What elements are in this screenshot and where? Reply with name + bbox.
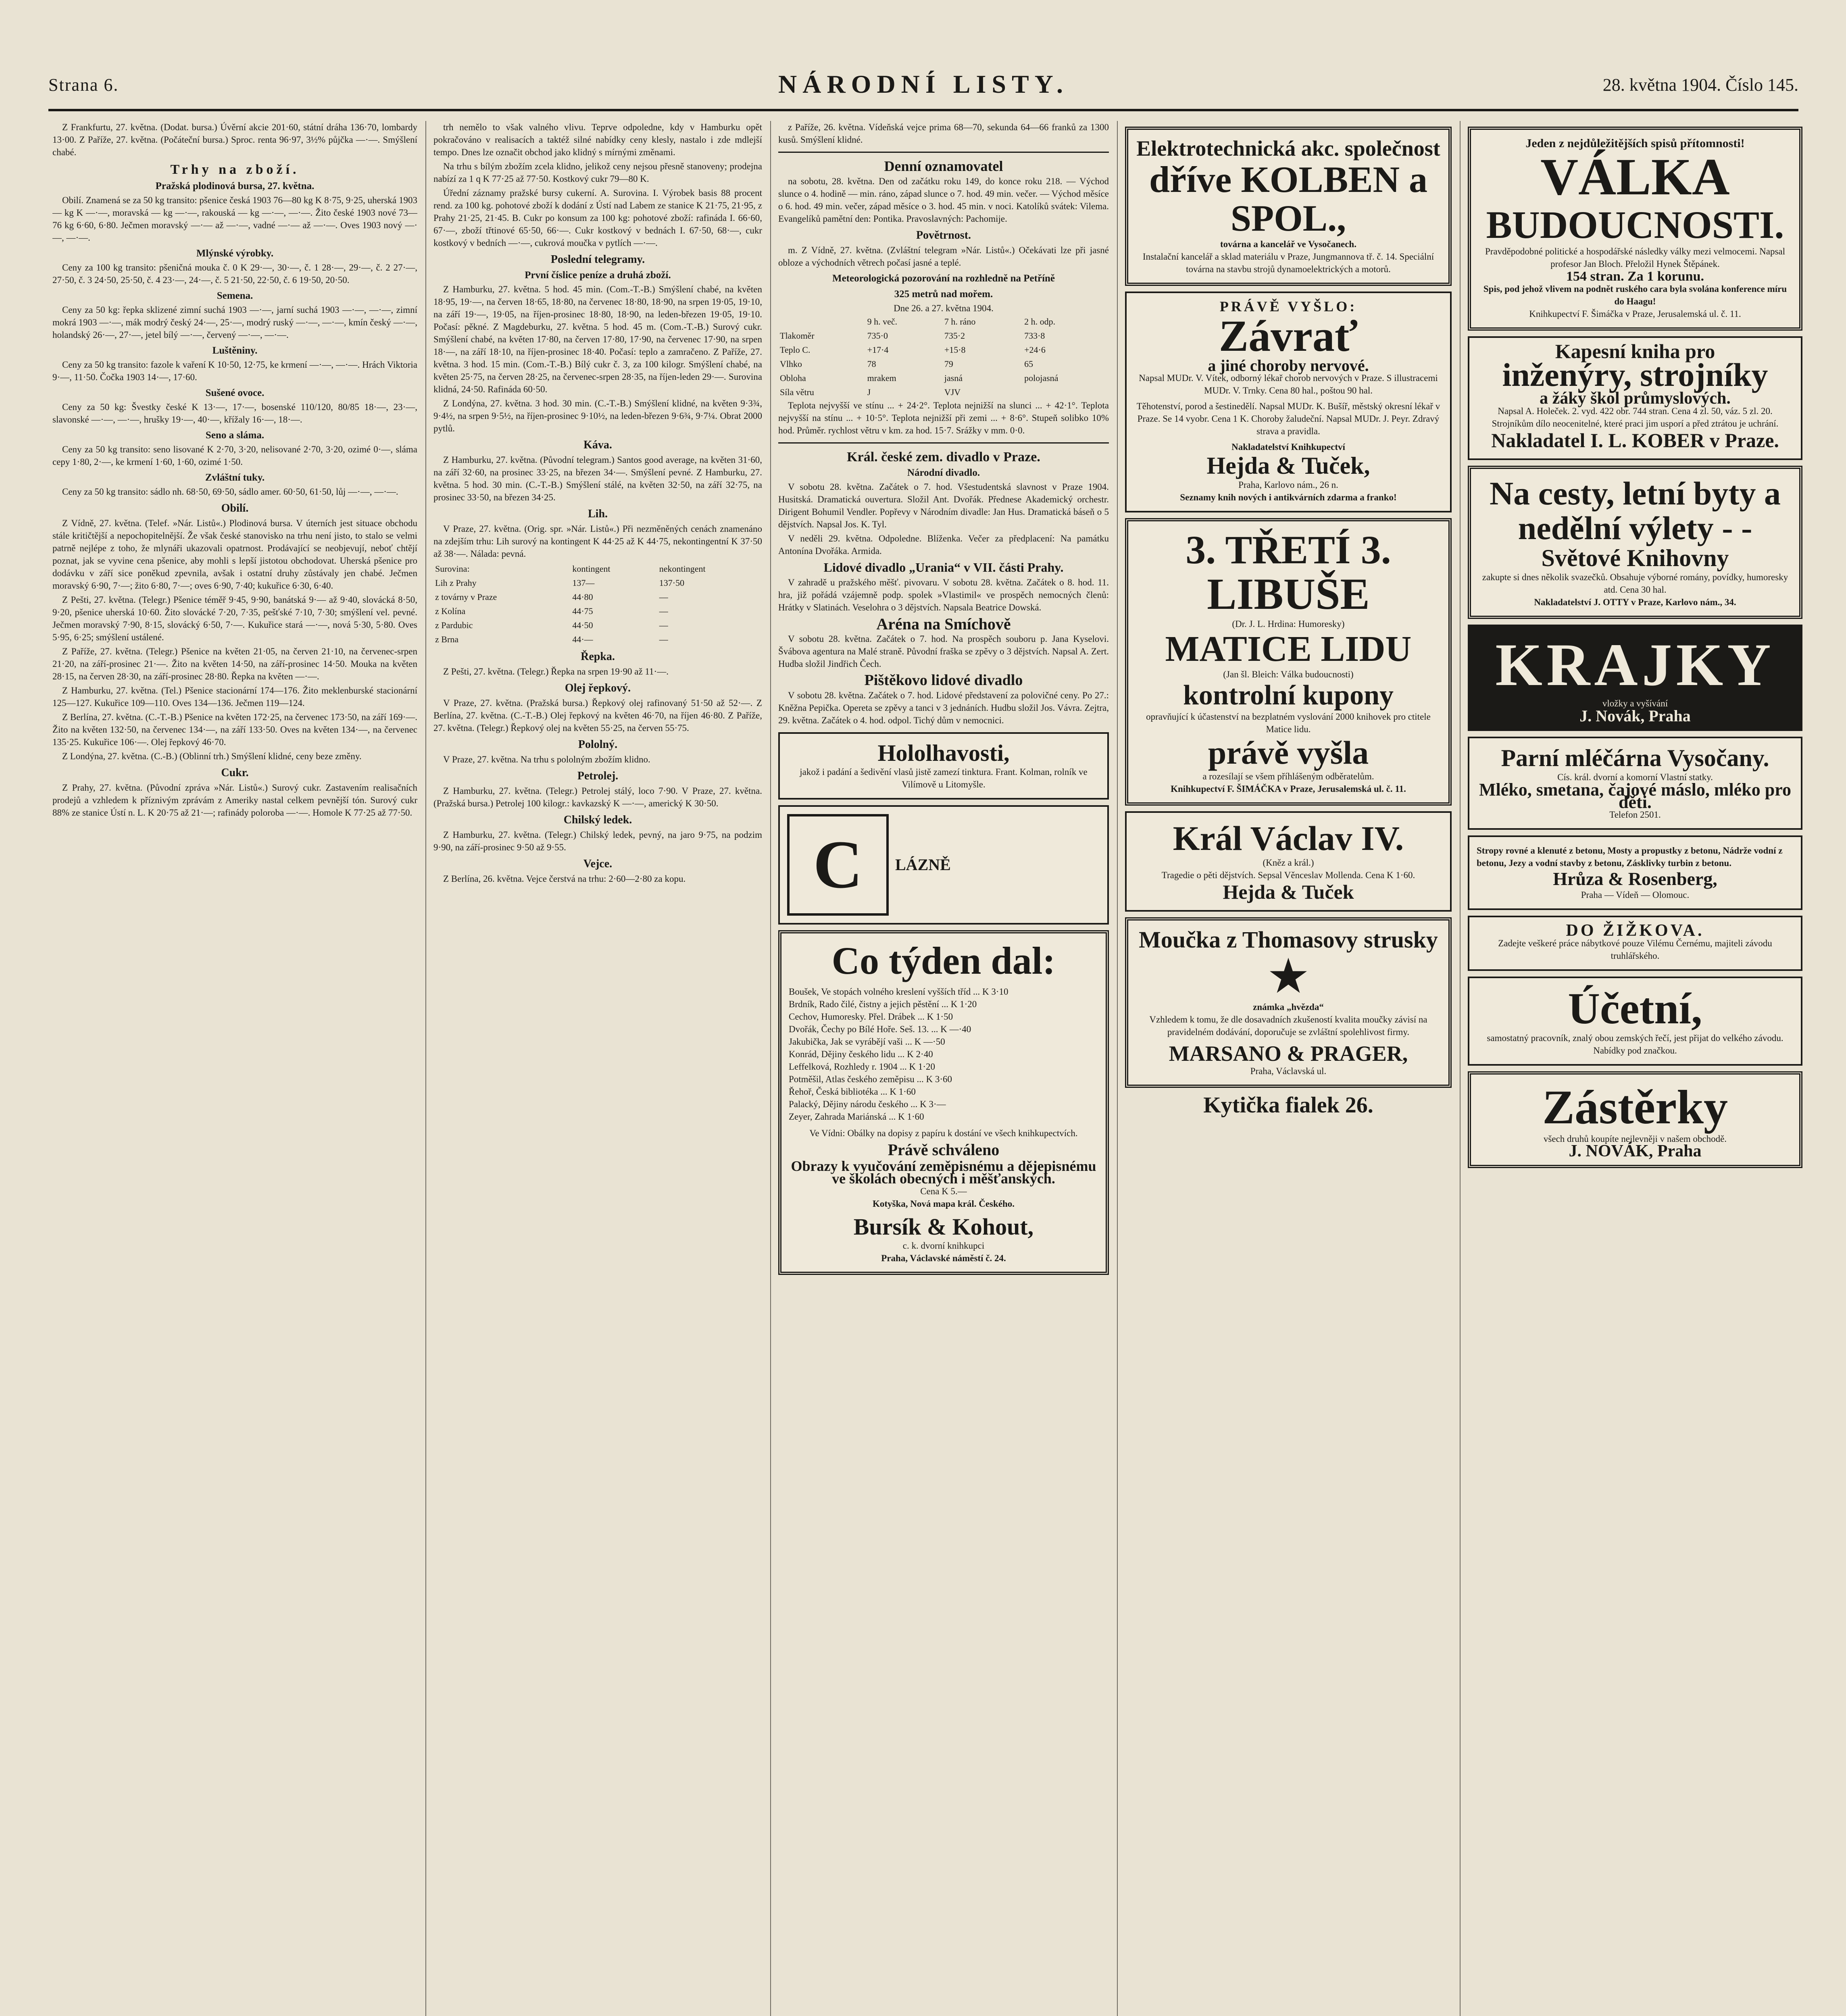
king-subtitle: (Kněz a král.)	[1263, 858, 1314, 868]
table-cell: z továrny v Praze	[435, 592, 497, 602]
dairy-phone: Telefon 2501.	[1609, 809, 1661, 820]
masthead	[48, 60, 1798, 111]
war-note: Spis, pod jehož vlivem na podnět ruského cara byla svolána konference míru do Haagu!	[1483, 284, 1787, 307]
table-cell: —	[659, 634, 668, 644]
column-rule	[770, 121, 771, 2016]
arena-title: Aréna na Smíchově	[876, 615, 1011, 633]
theater-subtitle: Národní divadlo.	[907, 467, 980, 478]
spirits-title: Lih.	[588, 508, 608, 520]
meteo-date: Dne 26. a 27. května 1904.	[894, 303, 994, 313]
dried-fruit-title: Sušené ovoce.	[205, 387, 265, 398]
budapest-report: Z Pešti, 27. května. (Telegr.) Pšenice téměř 9·45, 9·90, banátská 9·— až 9·40, slovácká 8·50, 9·20, pšenice uherská 10·60. Žito slovácké 7·20, 7·35, pešťské 7·10, 7·30; smýšlení vel. pevné. Ječmen moravský 7·90, 8·15, slovácký 6·50, 7·—. Kukuřice stará —·—, nová 5·30, 5·80. Oves 5·95, 6·25; smýšlení ustálené.	[52, 595, 417, 642]
spirits-row	[433, 632, 762, 646]
grain-title: Obilí.	[221, 502, 249, 514]
kolben-name: dříve KOLBEN a SPOL.,	[1149, 158, 1428, 239]
rapeseed-report: Z Pešti, 27. května. (Telegr.) Řepka na srpen 19·90 až 11·—.	[443, 666, 669, 677]
vertigo-title: Závrať	[1219, 311, 1358, 360]
zizkov-title: DO ŽIŽKOVA.	[1566, 921, 1704, 940]
aprons-body: všech druhů koupíte nejlevněji v našem obchodě.	[1543, 1134, 1727, 1144]
kolben-title: Elektrotechnická akc. společnost	[1136, 136, 1440, 160]
aprons-shop: J. NOVÁK, Praha	[1569, 1142, 1702, 1161]
oil-report: V Praze, 27. května. (Pražská bursa.) Řepkový olej rafinovaný 51·50 až 52·—. Z Berlína, 27. května. (C.-T.-B.) Olej řepkový na květen 46·70, na říjen 46·80. Z Paříže, 27. května. (Telegr.) Řepkový olej na květen 55·25, na červen 55·75.	[433, 698, 762, 733]
arena-program: V sobotu 28. května. Začátek o 7. hod. Na prospěch souboru p. Jana Kyselovi. Švábova agentura na Malé straně. Původní fraška se zpěvy o 3 dějstvích. Napsal A. Zert. Hudba složil Jindřich Čech.	[778, 634, 1109, 669]
accountant-title: Účetní,	[1568, 983, 1702, 1033]
page-number: Strana 6.	[48, 75, 119, 95]
table-cell: 137—	[572, 578, 595, 588]
bursik-subtitle: c. k. dvorní knihkupci	[902, 1240, 985, 1251]
berlin-report: Z Berlína, 27. května. (C.-T.-B.) Pšenice na květen 172·25, na červenec 173·50, na září 169·—. Žito na květen 132·50, na červenec 134·—, na září 133·50. Oves na květen 134·—, na červenec 135·25. Kukuřice 106·—. Olej řepkový 46·70.	[52, 712, 417, 747]
sugar-title: Cukr.	[221, 766, 249, 779]
lace-shop: J. Novák, Praha	[1579, 706, 1691, 725]
table-cell	[1023, 385, 1109, 399]
spirits-table	[433, 562, 762, 646]
hamburg-report: Z Hamburku, 27. května. (Tel.) Pšenice stacionární 174—176. Žito meklenburské stacionární 125—127. Kukuřice 109—110. Oves 134—136. Ječmen 119—124.	[52, 685, 417, 708]
travel-title: Na cesty, letní byty a nedělní výlety - -	[1490, 475, 1781, 546]
travel-ad	[1468, 466, 1802, 619]
pololny-title: Pololný.	[578, 738, 618, 751]
telegrams-body: Z Hamburku, 27. května. 5 hod. 45 min. (Com.-T.-B.) Smýšlení chabé, na květen 18·95, 19·—, na červen 18·65, 18·80, na červenec 18·80, 18·90, na srpen 19·05, 19·10, na září 19·—, 19·05, na říjen-prosinec 18·80, 18·90, na leden-březen 19·05, 19·10. Počasí: pěkné. Z Magdeburku, 27. května. 5 hod. 45 m. (Com.-T.-B.) Surový cukr. Smýšlení chabé, na květen 17·80, na červen 17·80, 17·90, na červenec 17·90, na srpen 18·—, na září 18·10, na říjen-prosinec 18·40. Počasí: teplo a zamračeno. Z Paříže, 27. května. 3 hod. 15 min. (Com.-T.-B.) Bílý cukr č. 3, za 100 kilogr. Smýšlení chabé, na květen 25·75, na červen 28·25, na červenec-srpen 28·35, na říjen-leden 29·—. Surovina klidná, 24·50. Rafináda 60·50.	[433, 284, 762, 394]
petroleum-report: Z Hamburku, 27. května. (Telegr.) Petrolej stálý, loco 7·90. V Praze, 27. května. (Pražská bursa.) Petrolej 100 kilogr.: kavkazský K —·—, americký K 30·50.	[433, 786, 762, 808]
concrete-ad	[1468, 835, 1802, 910]
libuse-ad	[1125, 518, 1452, 806]
thomas-brand: známka „hvězda“	[1253, 1002, 1324, 1012]
table-cell: 735·0	[867, 331, 888, 341]
pololny-report: V Praze, 27. května. Na trhu s pololným zbožím klidno.	[443, 754, 650, 764]
lace-title: KRAJKY	[1495, 631, 1775, 699]
table-cell: +15·8	[944, 345, 966, 355]
table-cell: mrakem	[867, 373, 896, 383]
book-list-item: Cechov, Humoresky. Přel. Drábek ... K 1·50	[789, 1011, 953, 1022]
folk-theater-title: Lidové divadlo „Urania“ v VII. části Prahy.	[823, 560, 1064, 575]
accountant-body: samostatný pracovník, znalý obou zemských řečí, jest přijat do velkého závodu. Nabídky pod značkou.	[1487, 1033, 1783, 1056]
table-cell: J	[867, 387, 871, 397]
table-cell: 2 h. odp.	[1024, 317, 1056, 327]
table-cell: 9 h. več.	[867, 317, 898, 327]
meteo-row	[778, 385, 1109, 399]
meteo-row	[778, 357, 1109, 371]
newspaper-title: NÁRODNÍ LISTY.	[778, 70, 1069, 98]
meteo-row	[778, 314, 1109, 329]
pregnancy-book: Těhotenství, porod a šestinedělí. Napsal MUDr. K. Bušíř, městský okresní lékař v Praze. Se 14 vyobr. Cena 1 K. Choroby žaludeční. Napsal MUDr. J. Peyr. Zdravý strava a pravidla.	[1136, 401, 1440, 437]
table-cell: —	[659, 592, 668, 602]
zizkov-ad	[1468, 916, 1802, 971]
coupons-body: opravňující k účastenství na bezplatném vyslování 2000 knihovek pro ctitele Matice lidu.	[1146, 711, 1431, 734]
engineers-subtitle: a žáky škol průmyslových.	[1540, 389, 1731, 408]
hejda-name: Hejda & Tuček,	[1206, 452, 1370, 479]
table-cell: jasná	[944, 373, 963, 383]
mill-products-title: Mlýnské výrobky.	[196, 248, 274, 259]
table-cell	[778, 314, 866, 329]
sunday-program: V neděli 29. května. Odpoledne. Blíženka. Večer za předplacení: Na památku Antonína Dvořáka. Armida.	[778, 533, 1109, 556]
table-cell: 733·8	[1024, 331, 1045, 341]
seeds-title: Semena.	[217, 290, 253, 301]
dairy-body: Mléko, smetana, čajové máslo, mléko pro děti.	[1479, 779, 1791, 812]
weather-forecast: m. Z Vídně, 27. května. (Zvláštní telegram »Nár. Listů«.) Očekávati lze při jasné obloze a východních větrech počasí jasné a teplé.	[778, 245, 1109, 268]
hejda-address: Praha, Karlovo nám., 26 n.	[1238, 480, 1338, 490]
table-cell: —	[659, 620, 668, 630]
table-cell: +17·4	[867, 345, 889, 355]
pictures-price: Cena K 5.—	[920, 1186, 967, 1196]
engineers-title: Kapesní kniha pro	[1555, 340, 1715, 363]
coupons-title: kontrolní kupony	[1183, 680, 1394, 711]
column-rule	[1117, 121, 1118, 2016]
pictures-title: Obrazy k vyučování zeměpisnému a dějepisnému ve školách obecných i měšťanských.	[791, 1158, 1096, 1187]
table-cell: 44·—	[572, 634, 593, 644]
table-cell: 79	[944, 359, 953, 369]
section-title-trhy: Trhy na zboží.	[170, 162, 300, 177]
matice-title: MATICE LIDU	[1165, 629, 1412, 669]
published-body: a rozesílají se všem příhlášeným odběratelům.	[1202, 771, 1374, 781]
meteo-table	[778, 314, 1109, 399]
war-price: 154 stran. Za 1 korunu.	[1566, 269, 1704, 284]
legumes-title: Luštěniny.	[212, 345, 258, 356]
spirits-row	[433, 604, 762, 618]
book-list-item: Jakubička, Jak se vyrábějí vaši ... K —·50	[789, 1036, 945, 1047]
book-list-item: Boušek, Ve stopách volného kreslení vyšších tříd ... K 3·10	[789, 986, 1008, 997]
vertigo-ad	[1125, 292, 1452, 513]
eggs-title: Vejce.	[583, 858, 613, 870]
thomas-ad	[1125, 917, 1452, 1088]
engineers-body: Napsal A. Holeček. 2. vyd. 422 obr. 744 stran. Cena 4 zl. 50, váz. 5 zl. 20. Strojníkům dílo neocenitelné, které praci jim usporí a před ztrátou je uchrání.	[1492, 406, 1779, 429]
column-rule	[1460, 121, 1461, 2016]
legumes: Ceny za 50 kg transito: fazole k vaření K 10·50, 12·75, ke krmení —·—, —·—. Hrách Viktoria 9·—, 11·50. Čočka 1903 14·—, 17·60.	[52, 360, 417, 382]
kolben-subtitle: továrna a kancelář ve Vysočanech.	[1220, 239, 1356, 249]
spirits-row	[433, 562, 762, 576]
table-cell: VJV	[944, 387, 961, 397]
table-cell: 44·75	[572, 606, 593, 616]
book-list-item: Brdník, Rado čilé, čistny a jejich pěstění ... K 1·20	[789, 999, 977, 1009]
table-cell: 65	[1024, 359, 1033, 369]
telegrams-title: Poslední telegramy.	[550, 253, 645, 266]
book-list-item: Konrád, Dějiny českého lidu ... K 2·40	[789, 1049, 933, 1059]
seeds: Ceny za 50 kg: řepka sklizené zimní suchá 1903 —·—, jarní suchá 1903 —·—, —·—, zimní mokrá 1903 —·—, mák modrý český 24·—, 25·—, modrý ruský —·—, —·—, kmín český —·—, holandský 26·—, 27·—, jetel bílý —·—, červený —·—, —·—.	[52, 305, 417, 340]
table-cell: Obloha	[780, 373, 806, 383]
map-title: Kotyška, Nová mapa král. Českého.	[872, 1198, 1015, 1209]
table-cell: Tlakoměr	[780, 331, 815, 341]
spa-ad	[778, 805, 1109, 925]
libuse-subtitle: (Dr. J. L. Hrdina: Humoresky)	[1232, 619, 1345, 629]
marsano-address: Praha, Václavská ul.	[1250, 1066, 1327, 1077]
book-list-item: Palacký, Dějiny národu českého ... K 3·—	[789, 1099, 946, 1109]
week-books-ad	[778, 930, 1109, 1275]
hejda-label: Nakladatelství Knihkupectví	[1231, 442, 1345, 452]
table-cell: z Pardubic	[435, 620, 473, 630]
fats: Ceny za 50 kg transito: sádlo nh. 68·50, 69·50, sádlo amer. 60·50, 61·50, lůj —·—, —·—.	[62, 487, 398, 497]
column-commodities	[433, 121, 762, 2016]
book-list-item: Dvořák, Čechy po Bílé Hoře. Seš. 13. ... K —·40	[789, 1024, 971, 1034]
table-cell: 137·50	[659, 578, 685, 588]
libuse-title: LIBUŠE	[1207, 569, 1370, 619]
table-cell: Síla větru	[780, 387, 814, 397]
hair-ad	[778, 732, 1109, 800]
dried-fruit: Ceny za 50 kg: Švestky české K 13·—, 17·—, bosenské 110/120, 80/85 18·—, 23·—, slavonské —·—, —·—, hrušky 19·—, 40·—, křížaly 16·—, 18·—.	[52, 402, 417, 425]
sugar-report: Z Prahy, 27. května. (Původní zpráva »Nár. Listů«.) Surový cukr. Zastavením realisačních prodejů a vzhledem k příznivým zprávám z Ameriky nastal celkem pevnější tón. Surový cukr 88% ze stanice Ústí n. L. K 20·75 až 21·—; rafinády poloroba —·—. Homole K 77·25 až 77·50.	[52, 783, 417, 818]
book-list-item: Zeyer, Zahrada Mariánská ... K 1·60	[789, 1111, 924, 1122]
world-library-body: zakupte si dnes několik svazečků. Obsahuje výborné romány, povídky, humoresky atd. Cena 30 hal.	[1482, 572, 1788, 595]
pistek-title: Pištěkovo lidové divadlo	[864, 672, 1023, 689]
king-ad	[1125, 811, 1452, 912]
war-title: VÁLKA	[1540, 148, 1730, 206]
meteo-rest: Teplota nejvyšší ve stínu ... + 24·2°. Teplota nejnižší na slunci ... + 42·1°. Teplota nejvyšší na stínu ... + 10·5°. Teplota nejnižší při zemi ... + 8·6°. Stupeň solibko 10% hod. Průměr. rychlost větru v km. za hod. 15·7. Srážky v mm. 0·0.	[778, 400, 1109, 435]
war-book-header: Jeden z nejdůležitějších spisů přítomnosti!	[1525, 137, 1745, 150]
rapeseed-title: Řepka.	[581, 650, 615, 663]
kober-name: Nakladatel I. L. KOBER v Praze.	[1491, 429, 1779, 452]
fats-title: Zvláštní tuky.	[205, 472, 265, 483]
meteo-row	[778, 371, 1109, 385]
market-intro: Z Frankfurtu, 27. května. (Dodat. bursa.) Úvěrní akcie 201·60, státní dráha 136·70, lombardy 13·00. Z Paříže, 27. května. (Počáteční bursa.) Sproc. renta 96·97, 3½% půjčka —·—. Smýšlení chabé.	[52, 122, 417, 157]
coffee-report: Z Hamburku, 27. května. (Původní telegram.) Santos good average, na květen 31·60, na září 32·60, na prosinec 33·25, na březen 34·—. Smýšlení pevné. Z Hamburku, 27. května. 5 hod. 30 min. (C.-T.-B.) Smýšlení stálé, na květen 32·50, na září 32·75, na prosinec 33·50, na březen 34·25.	[433, 455, 762, 502]
war-publisher: Knihkupectví F. Šimáčka v Praze, Jerusalemská ul. č. 11.	[1529, 309, 1741, 319]
london-sugar: Z Londýna, 27. května. 3 hod. 30 min. (C.-T.-B.) Smýšlení klidné, na květen 9·3¾, 9·4½, na srpen 9·5½, na říjen-prosinec 9·10½, na leden-březen 9·6¾, 9·7¼. Obrat 2000 pytlů.	[433, 398, 762, 433]
sugar-continued: trh nemělo to však valného vlivu. Teprve odpoledne, kdy v Hamburku opět pokračováno v realisacích a taktéž silné nabídky ceny klesly, nastalo i zde mdlejší tempo. Dnes lze označit obchod jako klidný s mírnými změnami.	[433, 122, 762, 157]
table-cell: polojasná	[1024, 373, 1058, 383]
thomas-body: Vzhledem k tomu, že dle dosavadních zkušeností kvalita moučky závisí na pravidelném dodávání, doporučuje se zvláštní spolehlivost firmy.	[1149, 1014, 1427, 1037]
accountant-ad	[1468, 977, 1802, 1066]
table-cell: 78	[867, 359, 876, 369]
table-cell: z Kolína	[435, 606, 466, 616]
meteo-title: Meteorologická pozorování na rozhledně na Petříně	[832, 273, 1055, 284]
issue-date: 28. května 1904. Číslo 145.	[1602, 75, 1798, 95]
vertigo-subtitle: a jiné choroby nervové.	[1208, 356, 1369, 375]
table-cell: Surovina:	[435, 564, 470, 574]
spirits-row	[433, 590, 762, 604]
marsano-name: MARSANO & PRAGER,	[1169, 1041, 1408, 1066]
table-cell: nekontingent	[659, 564, 706, 574]
pistek-program: V sobotu 28. května. Začátek o 7. hod. Lidové představení za polovičné ceny. Po 27.: Kněžna Pepička. Opereta se zpěvy a tanci v 3 jednáních. Hudbu složil Jos. Vávra. Zejtra, 29. května. Začátek o 4. hod. odpol. Tichý dům v nemocnici.	[778, 690, 1109, 725]
otty-name: Nakladatelství J. OTTY v Praze, Karlovo nám., 34.	[1534, 597, 1736, 608]
aprons-title: Zástěrky	[1542, 1080, 1728, 1134]
spa-logo: C	[787, 814, 889, 916]
telegrams-subtitle: První číslice peníze a druhá zboží.	[525, 270, 671, 281]
table-cell: kontingent	[572, 564, 610, 574]
column-ads-a	[1125, 121, 1452, 2016]
oil-title: Olej řepkový.	[565, 682, 631, 694]
vertigo-body: Napsal MUDr. V. Vítek, odborný lékař chorob nervových v Praze. S illustracemi MUDr. V. Trnky. Cena 80 hal., poštou 90 hal.	[1139, 373, 1438, 396]
table-cell: +24·6	[1024, 345, 1046, 355]
king-title: Král Václav IV.	[1173, 818, 1404, 858]
folk-theater-program: V zahradě u pražského měšť. pivovaru. V sobotu 28. května. Začátek o 8. hod. 11. hra, již pořádá vzájemně podp. spolek »Vlastimil« ve prospěch nemocných členů: Hrátky v Slatinách. Veselohra o 3 dějstvích. Napsala Beatrice Dowská.	[778, 577, 1109, 612]
week-books-title: Co týden dal:	[831, 939, 1056, 982]
war-body: Pravděpodobné politické a hospodářské následky války mezi velmocemi. Napsal profesor Jan Bloch. Přeložil Hynek Štěpánek.	[1485, 246, 1786, 269]
star-icon: ★	[1267, 948, 1310, 1005]
weather-title: Povětrnost.	[916, 229, 971, 242]
book-list-item: Řehoř, Česká bibliotéka ... K 1·60	[789, 1086, 916, 1097]
zizkov-body: Zadejte veškeré práce nábytkové pouze Vilému Černému, majiteli závodu truhlářského.	[1498, 938, 1772, 961]
spirits-row	[433, 618, 762, 632]
meteo-row	[778, 343, 1109, 357]
dairy-title: Parní mléčárna Vysočany.	[1501, 744, 1769, 771]
saltpeter-report: Z Hamburku, 27. května. (Telegr.) Chilský ledek, pevný, na jaro 9·75, na podzim 9·90, na září-prosinec 9·50 až 9·55.	[433, 830, 762, 852]
engineers-ad	[1468, 336, 1802, 460]
tragedy-info: Tragedie o pěti dějstvích. Sepsal Věnceslav Mollenda. Cena K 1·60.	[1161, 870, 1415, 881]
lace-ad	[1468, 625, 1802, 731]
eggs-report: Z Berlína, 26. května. Vejce čerstvá na trhu: 2·60—2·80 za kopu.	[443, 874, 686, 884]
book-list-item: Leffelková, Rozhledy r. 1904 ... K 1·20	[789, 1061, 936, 1072]
grain-report: Obilí. Znamená se za 50 kg transito: pšenice česká 1903 76—80 kg K 8·75, 9·25, uherská 1903 — kg K —·—, moravská — kg —·—, rakouská — kg —·—, —·—. Žito české 1903 nové 73—76 kg 6·60, 6·80. Ječmen moravský —·— až —·—, vadné —·— až —·—. Oves 1903 nový —·—, —·—.	[52, 195, 417, 243]
theater-program: V sobotu 28. května. Začátek o 7. hod. Všestudentská slavnost v Praze 1904. Husitská. Dramatická ouvertura. Složil Ant. Dvořák. Přednese Akademický orchestr. Dirigent Bohumil Vendler. Popřevy v Národním divadle: Jan Hus. Dramatická báseň o 5 dějstvích. Napsal Jos. K. Tyl.	[778, 482, 1109, 529]
matice-subtitle: (Jan šl. Bleich: Válka budoucnosti)	[1223, 669, 1354, 680]
table-cell: Vlhko	[780, 359, 802, 369]
daily-notice-title: Denní oznamovatel	[884, 158, 1003, 174]
table-cell: Teplo C.	[780, 345, 810, 355]
dairy-subtitle: Cís. král. dvorní a komorní Vlastní statky.	[1557, 772, 1713, 782]
approved-label: Právě schváleno	[888, 1140, 1000, 1159]
bursik-address: Praha, Václavské náměstí č. 24.	[881, 1253, 1006, 1263]
table-cell: 735·2	[944, 331, 965, 341]
coffee-title: Káva.	[583, 439, 612, 451]
table-cell: z Brna	[435, 634, 459, 644]
concrete-list: Stropy rovné a klenuté z betonu, Mosty a propustky z betonu, Nádrže vodní z betonu, Jezy a vodní stavby z betonu, Zásklivky turbin z betonu.	[1477, 845, 1783, 868]
king-publisher: Hejda & Tuček	[1223, 881, 1354, 904]
hruza-name: Hrůza & Rosenberg,	[1553, 868, 1717, 889]
saltpeter-title: Chilský ledek.	[563, 814, 632, 826]
meteo-row	[778, 329, 1109, 343]
column-markets	[52, 121, 417, 2016]
spa-ad-title: LÁZNĚ	[895, 855, 951, 874]
column-rule	[425, 121, 426, 2016]
petroleum-title: Petrolej.	[577, 770, 619, 782]
table-cell: 7 h. ráno	[944, 317, 976, 327]
bursik-name: Bursík & Kohout,	[853, 1213, 1034, 1240]
eggs-paris: z Paříže, 26. května. Vídeňská vejce prima 68—70, sekunda 64—66 franků za 1300 kusů. Smýšlení klidné.	[778, 122, 1109, 145]
envelopes-note: Ve Vídni: Obálky na dopisy z papíru k dostání ve všech knihkupectvích.	[809, 1128, 1078, 1138]
prague-bourse-title: Pražská plodinová bursa, 27. května.	[155, 181, 315, 192]
dairy-ad	[1468, 737, 1802, 830]
table-cell: —	[659, 606, 668, 616]
hay-title: Seno a sláma.	[205, 430, 265, 441]
lace-subtitle: vložky a vyšívání	[1602, 698, 1668, 708]
engineers-big: inženýry, strojníky	[1502, 356, 1768, 394]
war-book-ad	[1468, 127, 1802, 331]
violets-title: Kytička fialek 26.	[1203, 1093, 1373, 1118]
paris-report: Z Paříže, 27. května. (Telegr.) Pšenice na květen 21·05, na červen 21·10, na červenec-srpen 21·20, na září-prosinec 21·—. Žito na květen 14·50, na září-prosinec 14·50. Mouka na květen 28·15, na červen 28·30, na září-prosinec 28·80. Řepka na květen —·—.	[52, 646, 417, 681]
simacek-address: Knihkupectví F. ŠIMÁČKA v Praze, Jerusalemská ul. č. 11.	[1171, 783, 1406, 794]
aprons-ad	[1468, 1071, 1802, 1168]
table-cell: 44·50	[572, 620, 593, 630]
theater-title: Král. české zem. divadlo v Praze.	[847, 450, 1040, 464]
spirits-report: V Praze, 27. května. (Orig. spr. »Nár. Listů«.) Při nezměněných cenách znamenáno na zdejším trhu: Lih surový na kontingent K 44·25 až K 44·75, nekontingentní K 37·50 až 38·—. Nálada: pevná.	[433, 524, 762, 559]
future-title: BUDOUCNOSTI.	[1486, 203, 1784, 246]
vienna-report: Z Vídně, 27. května. (Telef. »Nár. Listů«.) Plodinová bursa. V úterních jest situace obchodu stále kritičtější a nepochopitelnější. Že však české stanovisko na trhu není jisto, to stalo se velmi patrně nejlépe z toho, že mlynáři ukazovali opatrnost. Prodávající se neobjevují, neboť chtějí poznat, jak se vyvine cena pšenice, aby mohli s lepší jistotou obchodovat. Uherská pšenice pro dodávku v září sice poněkud zpevnila, avšak i ostatní druhy zůstávaly jen chabé. Ječmen moravský 6·90, 7·—; žito 6·80, 7·—; oves 6·90, 7·40; kukuřice 6·30, 6·40.	[52, 518, 417, 591]
sugar-bourse-records: Úřední záznamy pražské bursy cukerní. A. Surovina. I. Výrobek basis 88 procent rend. za 100 kg. pohotové zboží k dodání z Ústí nad Labem ze stanice K 21·75, 21·95, z Prahy 21·25, 21·45. B. Cukr po konsum za 100 kg: pohotové zboží: rafináda I. 66·60, 67·—, zboží třtinové 65·50, 66·—. Cukr kostkový v bednách I. 67·50, 68·—, cukr kostkový v bedních —·—, cukrová moučka v pytlích —·—.	[433, 188, 762, 248]
london-report: Z Londýna, 27. května. (C.-B.) (Oblinní trh.) Smýšlení klidné, ceny beze změny.	[62, 751, 362, 761]
table-cell: Lih z Prahy	[435, 578, 477, 588]
hay: Ceny za 50 kg transito: seno lisované K 2·70, 3·20, nelisované 2·70, 3·20, ozimé 0·—, sláma cepy 1·80, 2·—, ke krmení 1·60, 1·60, ozimé 1·50.	[52, 444, 417, 467]
kolben-ad	[1125, 127, 1452, 286]
white-sugar: Na trhu s bílým zbožím zcela klidno, jelikož ceny nejsou přesně stanoveny; prodejna nabízí za 1 q K 77·25 až 77·50. Kostkový cukr 79—80 K.	[433, 161, 762, 184]
hair-ad-title: Hololhavosti,	[877, 740, 1010, 766]
daily-notice: na sobotu, 28. května. Den od začátku roku 149, do konce roku 218. — Východ slunce o 4. hodině — min. ráno, západ slunce o 7. hod. 49 min. večer. — Východ měsíce o 6. hod. 49 min. večer, západ měsíce o 3. hod. 45 min. v noci. Katolíků svátek: Vilema. Evangelíků pamětní den: Pontika. Pravoslavných: Pachomije.	[778, 176, 1109, 224]
meteo-altitude: 325 metrů nad mořem.	[894, 289, 993, 300]
hejda-note: Seznamy knih nových i antikvárních zdarma a franko!	[1180, 492, 1397, 503]
table-cell: 44·80	[572, 592, 593, 602]
published-title: právě vyšla	[1208, 734, 1369, 771]
hair-ad-body: jakož i padání a šedivění vlasů jistě zamezí tinktura. Frant. Kolman, rolník ve Vilímově u Litomyšle.	[800, 766, 1088, 789]
mill-products: Ceny za 100 kg transito: pšeničná mouka č. 0 K 29·—, 30·—, č. 1 28·—, 29·—, č. 2 27·—, 27·50, č. 3 24·50, 25·50, č. 4 23·—, 24·—, č. 5 21·50, 22·50, č. 6 19·50, 20·50.	[52, 262, 417, 285]
spirits-row	[433, 576, 762, 590]
world-library-title: Světové Knihovny	[1541, 545, 1729, 572]
hruza-address: Praha — Vídeň — Olomouc.	[1581, 889, 1690, 900]
just-published: PRÁVĚ VYŠLO:	[1219, 298, 1357, 314]
third-label: 3. TŘETÍ 3.	[1186, 527, 1391, 573]
column-daily	[778, 121, 1109, 2016]
book-list-item: Potměšil, Atlas českého zeměpisu ... K 3·60	[789, 1074, 952, 1084]
thomas-title: Moučka z Thomasovy strusky	[1139, 926, 1438, 953]
column-ads-b	[1468, 121, 1802, 2016]
kolben-body: Instalační kancelář a sklad materiálu v Praze, Jungmannova tř. č. 14. Speciální továrna na stavbu strojů dynamoelektrických a motorů.	[1142, 251, 1434, 274]
